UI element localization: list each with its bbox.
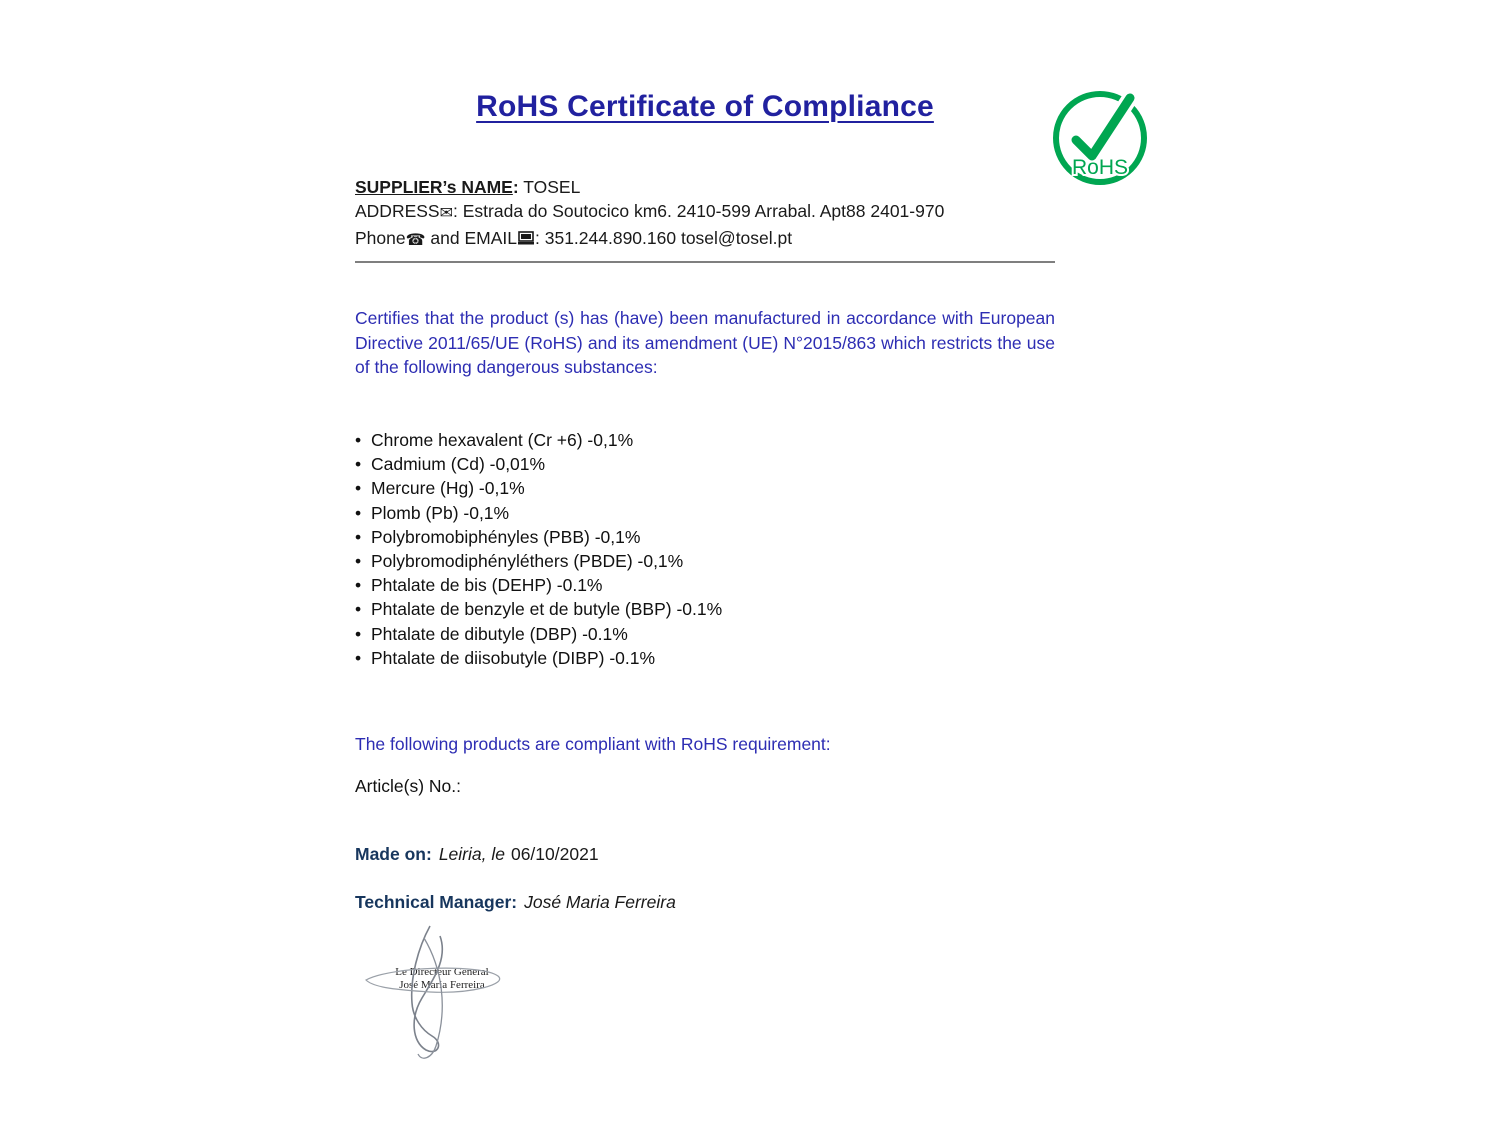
substance-label: Polybromodiphényléthers (PBDE) -0,1%: [371, 551, 684, 572]
substance-item: [355, 428, 1055, 452]
substance-item: [355, 452, 1055, 476]
made-on-place: Leiria, le: [438, 844, 505, 864]
substance-label: Polybromobiphényles (PBB) -0,1%: [371, 526, 641, 547]
signature-stamp-line2: José Maria Ferreira: [399, 979, 485, 991]
substance-item: [355, 622, 1055, 646]
signature-stamp-line1: Le Directeur General: [395, 966, 489, 978]
technical-manager-name: José Maria Ferreira: [524, 892, 676, 912]
substance-item: [355, 646, 1055, 670]
computer-icon: [517, 231, 535, 246]
rohs-logo: [1050, 82, 1152, 188]
supplier-address-line: [355, 199, 1055, 226]
phone-icon: ☎: [405, 232, 426, 249]
supplier-block: [355, 175, 1055, 253]
made-on-label: Made on:: [355, 844, 432, 864]
divider-line: [355, 261, 1055, 263]
made-on-date: 06/10/2021: [510, 844, 599, 864]
bullet-icon: •: [355, 502, 362, 523]
envelope-icon: ✉: [439, 205, 454, 222]
compliance-statement: Certifies that the product (s) has (have) been manufactured in accordance with European Directive 2011/65/UE (RoHS) and its amendment (UE) N°2015/863 which restricts the use of the following dangerous substances:: [355, 308, 1055, 377]
substance-item: [355, 597, 1055, 621]
supplier-name-label: SUPPLIER’s NAME: [355, 177, 513, 197]
article-number-line: Article(s) No.:: [355, 776, 461, 796]
email-label: and EMAIL: [425, 228, 517, 248]
technical-manager-line: [355, 892, 1055, 913]
bullet-icon: •: [355, 454, 362, 475]
bullet-icon: •: [355, 647, 362, 668]
rohs-logo-label: RoHS: [1071, 156, 1129, 179]
bullet-icon: •: [355, 599, 362, 620]
supplier-name-value: TOSEL: [518, 177, 581, 197]
supplier-name-colon: :: [512, 177, 519, 197]
contact-value: : 351.244.890.160 tosel@tosel.pt: [535, 228, 793, 248]
signature-icon: [352, 918, 552, 1068]
substance-item: [355, 501, 1055, 525]
substance-label: Chrome hexavalent (Cr +6) -0,1%: [371, 430, 634, 450]
substance-label: Phtalate de dibutyle (DBP) -0.1%: [371, 623, 628, 644]
substance-label: Cadmium (Cd) -0,01%: [371, 454, 546, 475]
substance-item: [355, 525, 1055, 549]
substance-label: Phtalate de benzyle et de butyle (BBP) -0.1%: [371, 599, 723, 620]
substance-label: Mercure (Hg) -0,1%: [371, 478, 525, 499]
substance-label: Plomb (Pb) -0,1%: [371, 502, 510, 523]
compliance-line: The following products are compliant with RoHS requirement:: [355, 734, 831, 754]
bullet-icon: •: [355, 623, 362, 644]
bullet-icon: •: [355, 430, 362, 450]
page-title: RoHS Certificate of Compliance: [476, 90, 934, 123]
technical-manager-label: Technical Manager:: [355, 892, 518, 912]
phone-label: Phone: [355, 228, 406, 248]
substance-item: [355, 573, 1055, 597]
address-value: : Estrada do Soutocico km6. 2410-599 Arrabal. Apt88 2401-970: [453, 201, 945, 221]
signature-block: [352, 918, 552, 1068]
substance-item: [355, 476, 1055, 500]
supplier-contact-line: [355, 226, 1055, 253]
address-label: ADDRESS: [355, 201, 440, 221]
rohs-check-icon: [1050, 82, 1152, 188]
bullet-icon: •: [355, 575, 362, 596]
supplier-name-line: [355, 175, 1055, 199]
made-on-line: [355, 844, 1055, 865]
substances-list: [355, 428, 1055, 670]
substance-label: Phtalate de diisobutyle (DIBP) -0.1%: [371, 647, 656, 668]
bullet-icon: •: [355, 526, 362, 547]
substance-label: Phtalate de bis (DEHP) -0.1%: [371, 575, 603, 596]
substance-item: [355, 549, 1055, 573]
bullet-icon: •: [355, 478, 362, 499]
bullet-icon: •: [355, 551, 362, 572]
